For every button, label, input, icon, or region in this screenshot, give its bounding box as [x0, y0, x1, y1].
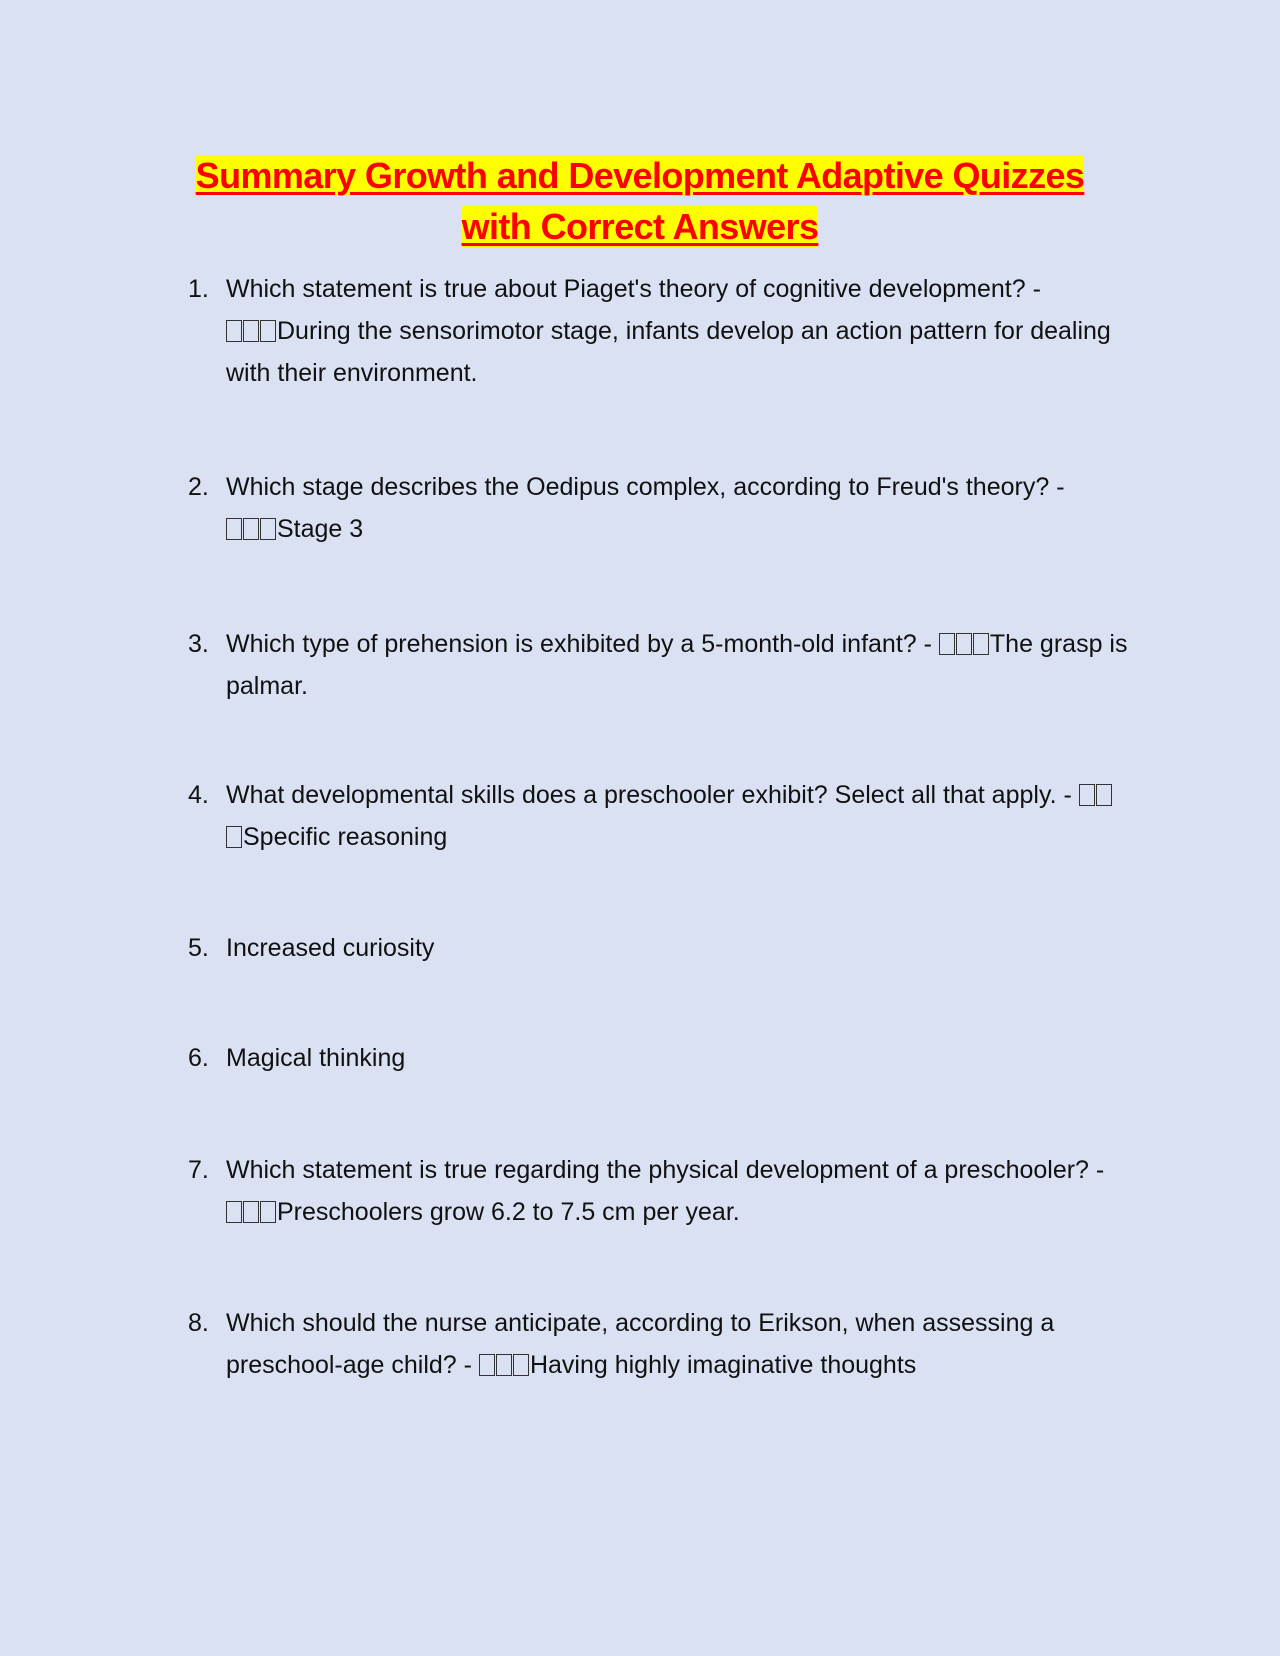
item-text	[226, 1302, 1128, 1386]
answer-text: Having highly imaginative thoughts	[529, 1351, 917, 1379]
missing-glyph-icon	[226, 518, 242, 540]
title-line-2: with Correct Answers	[461, 206, 819, 247]
document-title	[150, 150, 1130, 252]
list-item-1	[188, 268, 1128, 394]
item-number: 2.	[188, 473, 209, 501]
missing-glyph-icon	[260, 518, 276, 540]
list-item-8	[188, 1302, 1128, 1386]
answer-text: Stage 3	[277, 515, 364, 543]
item-number: 7.	[188, 1156, 209, 1184]
item-text	[226, 1149, 1128, 1233]
missing-glyph-icon	[243, 1201, 259, 1223]
item-number: 3.	[188, 630, 209, 658]
question-text: Which statement is true regarding the physical development of a preschooler? -	[226, 1156, 1105, 1184]
item-number: 4.	[188, 781, 209, 809]
missing-glyph-icon	[243, 320, 259, 342]
list-item-2	[188, 466, 1128, 550]
item-text	[226, 466, 1128, 550]
item-text	[226, 774, 1128, 858]
question-text: Which statement is true about Piaget's theory of cognitive development? -	[226, 275, 1041, 303]
item-text: Magical thinking	[226, 1044, 406, 1072]
missing-glyph-icon	[496, 1354, 512, 1376]
question-text: Which stage describes the Oedipus complex, according to Freud's theory? -	[226, 473, 1065, 501]
missing-glyph-icon	[260, 1201, 276, 1223]
item-number: 1.	[188, 275, 209, 303]
list-item-6	[188, 1037, 1128, 1079]
item-number: 8.	[188, 1309, 209, 1337]
item-number: 5.	[188, 934, 209, 962]
answer-text: During the sensorimotor stage, infants develop an action pattern for dealing with their environment.	[226, 317, 1111, 387]
list-item-7	[188, 1149, 1128, 1233]
list-item-4	[188, 774, 1128, 858]
answer-text: Specific reasoning	[243, 823, 448, 851]
missing-glyph-icon	[226, 320, 242, 342]
item-text	[226, 268, 1128, 394]
answer-text: Preschoolers grow 6.2 to 7.5 cm per year.	[277, 1198, 740, 1226]
question-text: Which type of prehension is exhibited by a 5-month-old infant? -	[226, 630, 932, 658]
list-item-3	[188, 623, 1128, 707]
missing-glyph-icon	[479, 1354, 495, 1376]
question-text: Which should the nurse anticipate, according to Erikson, when assessing a preschool-age child? -	[226, 1309, 1055, 1379]
missing-glyph-icon	[1079, 784, 1095, 806]
missing-glyph-icon	[226, 826, 242, 848]
item-number: 6.	[188, 1044, 209, 1072]
list-item-5	[188, 927, 1128, 969]
missing-glyph-icon	[1096, 784, 1112, 806]
missing-glyph-icon	[260, 320, 276, 342]
missing-glyph-icon	[513, 1354, 529, 1376]
missing-glyph-icon	[226, 1201, 242, 1223]
item-text: Increased curiosity	[226, 934, 435, 962]
question-text: What developmental skills does a preschooler exhibit? Select all that apply. -	[226, 781, 1072, 809]
title-line-1: Summary Growth and Development Adaptive Quizzes	[195, 155, 1085, 196]
missing-glyph-icon	[939, 633, 955, 655]
missing-glyph-icon	[243, 518, 259, 540]
answer-text: The grasp is palmar.	[226, 630, 1128, 700]
missing-glyph-icon	[973, 633, 989, 655]
missing-glyph-icon	[956, 633, 972, 655]
item-text	[226, 623, 1128, 707]
